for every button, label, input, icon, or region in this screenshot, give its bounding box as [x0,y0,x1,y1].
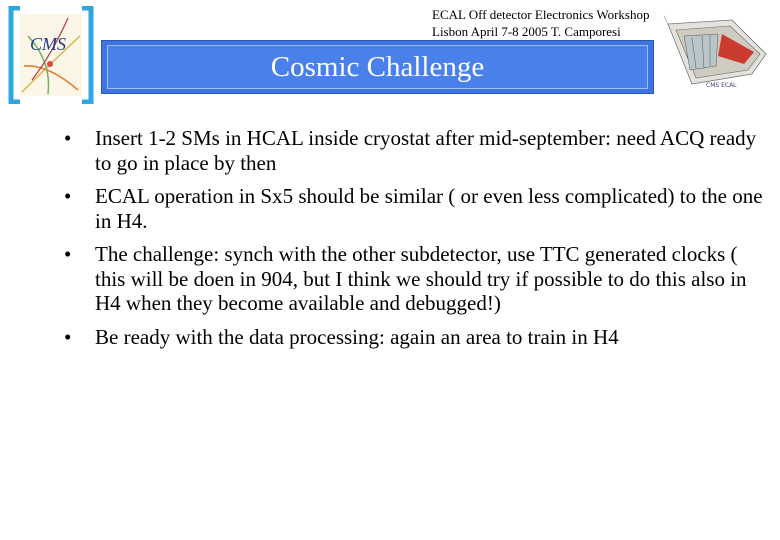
cms-logo [8,6,94,104]
bullet-icon: • [64,184,72,208]
list-item [64,242,764,316]
bullet-text: Be ready with the data processing: again an area to train in H4 [95,324,619,349]
bullet-text: The challenge: synch with the other subdetector, use TTC generated clocks ( this will be doen in 904, but I think we should try if possible to do this also in H4 when they become available and debugged!) [95,242,747,315]
ecal-caption: CMS ECAL [706,82,737,89]
header-workshop: ECAL Off detector Electronics Workshop [432,7,650,22]
bullet-icon: • [64,324,72,349]
slide-title: Cosmic Challenge [270,50,485,83]
list-item [64,325,764,350]
list-item [64,184,764,233]
bullet-text: ECAL operation in Sx5 should be similar ( or even less complicated) to the one in H4. [95,184,763,233]
cms-logo-text: CMS [30,34,66,54]
bullet-icon: • [64,126,72,150]
header-location-author: Lisbon April 7-8 2005 T. Camporesi [432,24,621,39]
list-item [64,126,764,175]
title-banner [101,40,654,94]
bullet-icon: • [64,242,72,266]
bullet-list [64,126,764,358]
slide-header [432,6,682,40]
bullet-text: Insert 1-2 SMs in HCAL inside cryostat after mid-september: need ACQ ready to go in place by then [95,126,757,175]
